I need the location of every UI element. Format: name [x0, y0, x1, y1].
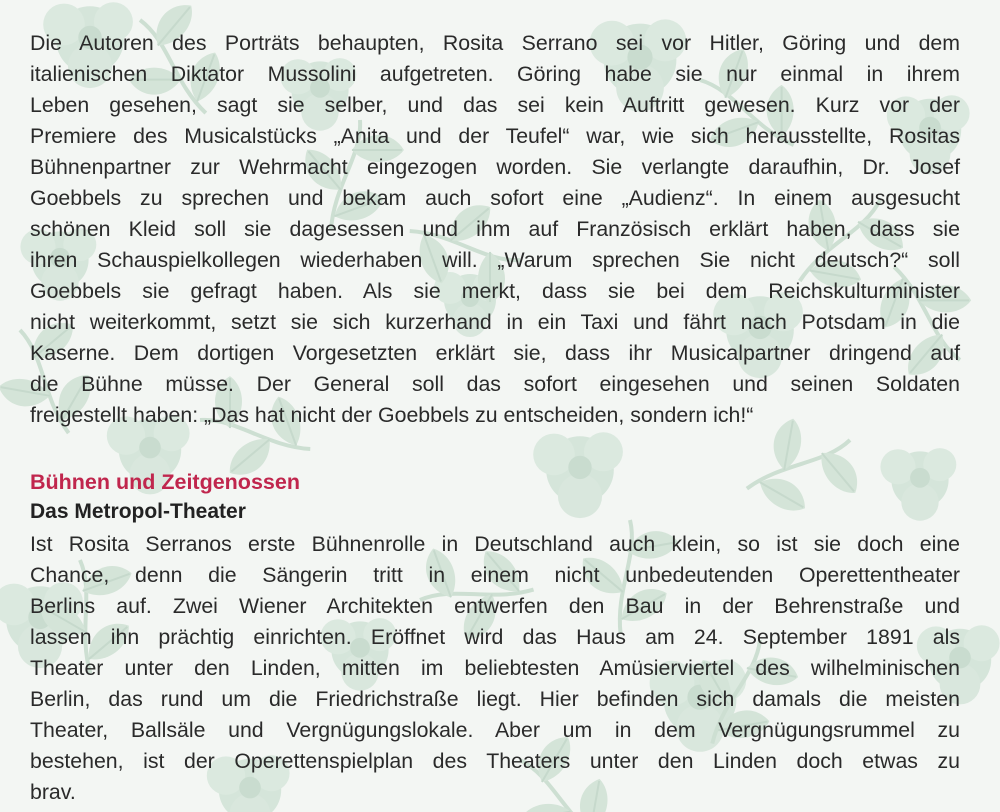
- paragraph-line: Goebbels zu sprechen und bekam auch sofort eine „Audienz“. In einem ausgesucht: [30, 186, 960, 210]
- paragraph-line: italienischen Diktator Mussolini aufgetreten. Göring habe sie nur einmal in ihrem: [30, 62, 960, 86]
- paragraph-line: Die Autoren des Porträts behaupten, Rosita Serrano sei vor Hitler, Göring und dem: [30, 31, 960, 55]
- paragraph-line: Chance, denn die Sängerin tritt in einem nicht unbedeutenden Operettentheater: [30, 563, 960, 587]
- paragraph-line: Theater unter den Linden, mitten im beliebtesten Amüsierviertel des wilhelminischen: [30, 656, 960, 680]
- paragraph-line: bestehen, ist der Operettenspielplan des Theaters unter den Linden doch etwas zu: [30, 749, 960, 773]
- paragraph-line: Kaserne. Dem dortigen Vorgesetzten erklärt sie, dass ihr Musicalpartner dringend auf: [30, 341, 960, 365]
- paragraph-line-last: brav.: [30, 780, 76, 804]
- paragraph-line: Berlins auf. Zwei Wiener Architekten entwerfen den Bau in der Behrenstraße und: [30, 594, 960, 618]
- paragraph-line: Berlin, das rund um die Friedrichstraße liegt. Hier befinden sich damals die meisten: [30, 687, 960, 711]
- paragraph-line: nicht weiterkommt, setzt sie sich kurzerhand in ein Taxi und fährt nach Potsdam in die: [30, 310, 960, 334]
- paragraph-line: Goebbels sie gefragt haben. Als sie merkt, dass sie bei dem Reichskulturminister: [30, 279, 960, 303]
- paragraph-line: Ist Rosita Serranos erste Bühnenrolle in Deutschland auch klein, so ist sie doch eine: [30, 532, 960, 556]
- paragraph-line: Leben gesehen, sagt sie selber, und das sei kein Auftritt gewesen. Kurz vor der: [30, 93, 960, 117]
- paragraph-line: die Bühne müsse. Der General soll das sofort eingesehen und seinen Soldaten: [30, 372, 960, 396]
- section-heading: Bühnen und Zeitgenossen: [30, 470, 300, 494]
- paragraph-line: Bühnenpartner zur Wehrmacht eingezogen worden. Sie verlangte daraufhin, Dr. Josef: [30, 155, 960, 179]
- paragraph-line: Theater, Ballsäle und Vergnügungslokale. Aber um in dem Vergnügungsrummel zu: [30, 718, 960, 742]
- paragraph-line: ihren Schauspielkollegen wiederhaben will. „Warum sprechen Sie nicht deutsch?“ soll: [30, 248, 960, 272]
- paragraph-line: schönen Kleid soll sie dagesessen und ihm auf Französisch erklärt haben, dass sie: [30, 217, 960, 241]
- paragraph-line: lassen ihn prächtig einrichten. Eröffnet wird das Haus am 24. September 1891 als: [30, 625, 960, 649]
- paragraph-line-last: freigestellt haben: „Das hat nicht der Goebbels zu entscheiden, sondern ich!“: [30, 403, 754, 427]
- section-subheading: Das Metropol-Theater: [30, 500, 246, 523]
- paragraph-line: Premiere des Musicalstücks „Anita und der Teufel“ war, wie sich herausstellte, Rositas: [30, 124, 960, 148]
